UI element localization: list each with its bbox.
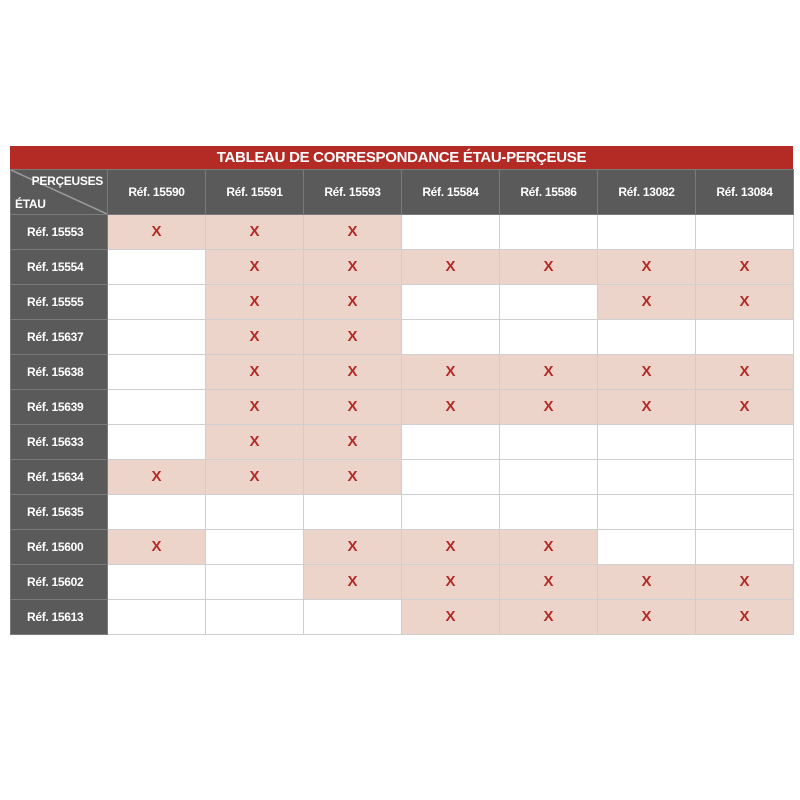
compatibility-mark: X [739, 258, 750, 275]
compatibility-mark: X [249, 433, 260, 450]
compatible-cell [598, 565, 696, 600]
empty-cell [500, 285, 598, 320]
compatibility-mark: X [347, 433, 358, 450]
empty-cell [108, 495, 206, 530]
compatible-cell [402, 390, 500, 425]
compatibility-mark: X [347, 363, 358, 380]
compatibility-mark: X [347, 258, 358, 275]
compatibility-mark: X [543, 258, 554, 275]
compatibility-mark: X [347, 398, 358, 415]
empty-cell [402, 495, 500, 530]
empty-cell [598, 215, 696, 250]
compatibility-mark: X [543, 398, 554, 415]
row-header: Réf. 15555 [11, 285, 108, 320]
compatibility-mark: X [739, 608, 750, 625]
compatibility-mark: X [249, 398, 260, 415]
compatibility-mark: X [151, 538, 162, 555]
compatibility-mark: X [543, 608, 554, 625]
empty-cell [108, 285, 206, 320]
compatible-cell [304, 250, 402, 285]
compatibility-mark: X [641, 398, 652, 415]
compatible-cell [304, 425, 402, 460]
empty-cell [598, 320, 696, 355]
compatibility-mark: X [249, 328, 260, 345]
compatibility-mark: X [249, 258, 260, 275]
compatible-cell [500, 530, 598, 565]
compatible-cell [304, 285, 402, 320]
empty-cell [696, 460, 794, 495]
empty-cell [598, 425, 696, 460]
empty-cell [206, 530, 304, 565]
compatible-cell [206, 215, 304, 250]
compatibility-mark: X [641, 573, 652, 590]
table-row [11, 600, 794, 635]
table-body [11, 215, 794, 635]
empty-cell [108, 565, 206, 600]
compatibility-mark: X [151, 223, 162, 240]
row-header: Réf. 15634 [11, 460, 108, 495]
compatibility-mark: X [445, 258, 456, 275]
table-title: TABLEAU DE CORRESPONDANCE ÉTAU-PERÇEUSE [10, 146, 793, 169]
column-header: Réf. 15584 [402, 170, 500, 215]
compatibility-mark: X [641, 608, 652, 625]
compatible-cell [598, 250, 696, 285]
empty-cell [696, 425, 794, 460]
column-header: Réf. 13084 [696, 170, 794, 215]
row-header: Réf. 15602 [11, 565, 108, 600]
compatibility-mark: X [151, 468, 162, 485]
compatible-cell [500, 390, 598, 425]
compatibility-mark: X [347, 328, 358, 345]
table-row [11, 285, 794, 320]
compatible-cell [206, 460, 304, 495]
empty-cell [500, 495, 598, 530]
empty-cell [696, 215, 794, 250]
compatibility-mark: X [347, 573, 358, 590]
compatibility-mark: X [445, 363, 456, 380]
compatible-cell [304, 320, 402, 355]
table-row [11, 460, 794, 495]
compatible-cell [304, 460, 402, 495]
compatible-cell [206, 355, 304, 390]
compatible-cell [304, 215, 402, 250]
empty-cell [696, 320, 794, 355]
empty-cell [304, 600, 402, 635]
empty-cell [206, 565, 304, 600]
empty-cell [108, 320, 206, 355]
compatible-cell [500, 355, 598, 390]
empty-cell [500, 215, 598, 250]
compatible-cell [598, 600, 696, 635]
compatible-cell [696, 600, 794, 635]
row-header: Réf. 15600 [11, 530, 108, 565]
empty-cell [108, 250, 206, 285]
compatible-cell [696, 355, 794, 390]
compatible-cell [304, 530, 402, 565]
compatible-cell [206, 425, 304, 460]
row-header: Réf. 15635 [11, 495, 108, 530]
compatibility-mark: X [641, 258, 652, 275]
compatible-cell [598, 355, 696, 390]
row-header: Réf. 15638 [11, 355, 108, 390]
compatibility-mark: X [739, 293, 750, 310]
compatibility-mark: X [249, 293, 260, 310]
compatibility-table [10, 169, 794, 635]
empty-cell [402, 285, 500, 320]
empty-cell [304, 495, 402, 530]
compatibility-mark: X [445, 608, 456, 625]
compatible-cell [206, 390, 304, 425]
compatibility-mark: X [445, 398, 456, 415]
table-row [11, 320, 794, 355]
empty-cell [598, 495, 696, 530]
corner-header [11, 170, 108, 215]
table-row [11, 390, 794, 425]
compatible-cell [696, 250, 794, 285]
compatibility-mark: X [641, 363, 652, 380]
compatible-cell [402, 355, 500, 390]
compatibility-mark: X [641, 293, 652, 310]
row-header: Réf. 15553 [11, 215, 108, 250]
corner-label-drills: PERÇEUSES [31, 174, 103, 188]
row-header: Réf. 15637 [11, 320, 108, 355]
compatible-cell [402, 565, 500, 600]
empty-cell [696, 530, 794, 565]
empty-cell [206, 600, 304, 635]
empty-cell [108, 425, 206, 460]
compatibility-mark: X [543, 573, 554, 590]
empty-cell [696, 495, 794, 530]
header-row [11, 170, 794, 215]
compatibility-mark: X [347, 223, 358, 240]
compatibility-mark: X [347, 293, 358, 310]
column-header: Réf. 15591 [206, 170, 304, 215]
compatible-cell [108, 215, 206, 250]
column-header: Réf. 15590 [108, 170, 206, 215]
compatibility-mark: X [543, 538, 554, 555]
row-header: Réf. 15639 [11, 390, 108, 425]
compatibility-mark: X [249, 363, 260, 380]
compatible-cell [206, 285, 304, 320]
empty-cell [500, 425, 598, 460]
empty-cell [108, 390, 206, 425]
empty-cell [402, 425, 500, 460]
compatibility-mark: X [249, 468, 260, 485]
compatible-cell [402, 600, 500, 635]
empty-cell [598, 530, 696, 565]
empty-cell [598, 460, 696, 495]
compatibility-mark: X [445, 538, 456, 555]
table-row [11, 565, 794, 600]
row-header: Réf. 15554 [11, 250, 108, 285]
compatibility-mark: X [739, 363, 750, 380]
compatibility-mark: X [739, 573, 750, 590]
column-header: Réf. 13082 [598, 170, 696, 215]
compatible-cell [108, 460, 206, 495]
compatible-cell [696, 565, 794, 600]
compatible-cell [500, 600, 598, 635]
compatibility-mark: X [347, 538, 358, 555]
compatible-cell [598, 285, 696, 320]
table-row [11, 530, 794, 565]
empty-cell [402, 460, 500, 495]
compatibility-mark: X [739, 398, 750, 415]
table-row [11, 425, 794, 460]
compatible-cell [696, 390, 794, 425]
compatible-cell [402, 250, 500, 285]
compatible-cell [206, 250, 304, 285]
compatible-cell [206, 320, 304, 355]
compatible-cell [304, 355, 402, 390]
table-row [11, 215, 794, 250]
empty-cell [402, 215, 500, 250]
compatible-cell [304, 390, 402, 425]
compatibility-mark: X [249, 223, 260, 240]
table-row [11, 355, 794, 390]
compatibility-mark: X [347, 468, 358, 485]
row-header: Réf. 15633 [11, 425, 108, 460]
empty-cell [500, 460, 598, 495]
compatible-cell [598, 390, 696, 425]
compatible-cell [402, 530, 500, 565]
table-row [11, 250, 794, 285]
compatible-cell [108, 530, 206, 565]
column-header: Réf. 15586 [500, 170, 598, 215]
compatible-cell [696, 285, 794, 320]
row-header: Réf. 15613 [11, 600, 108, 635]
compatible-cell [500, 565, 598, 600]
empty-cell [500, 320, 598, 355]
compatibility-mark: X [445, 573, 456, 590]
empty-cell [402, 320, 500, 355]
table-row [11, 495, 794, 530]
empty-cell [108, 355, 206, 390]
compatible-cell [500, 250, 598, 285]
compatibility-mark: X [543, 363, 554, 380]
empty-cell [206, 495, 304, 530]
compatible-cell [304, 565, 402, 600]
empty-cell [108, 600, 206, 635]
corner-label-vise: ÉTAU [15, 197, 46, 211]
column-header: Réf. 15593 [304, 170, 402, 215]
